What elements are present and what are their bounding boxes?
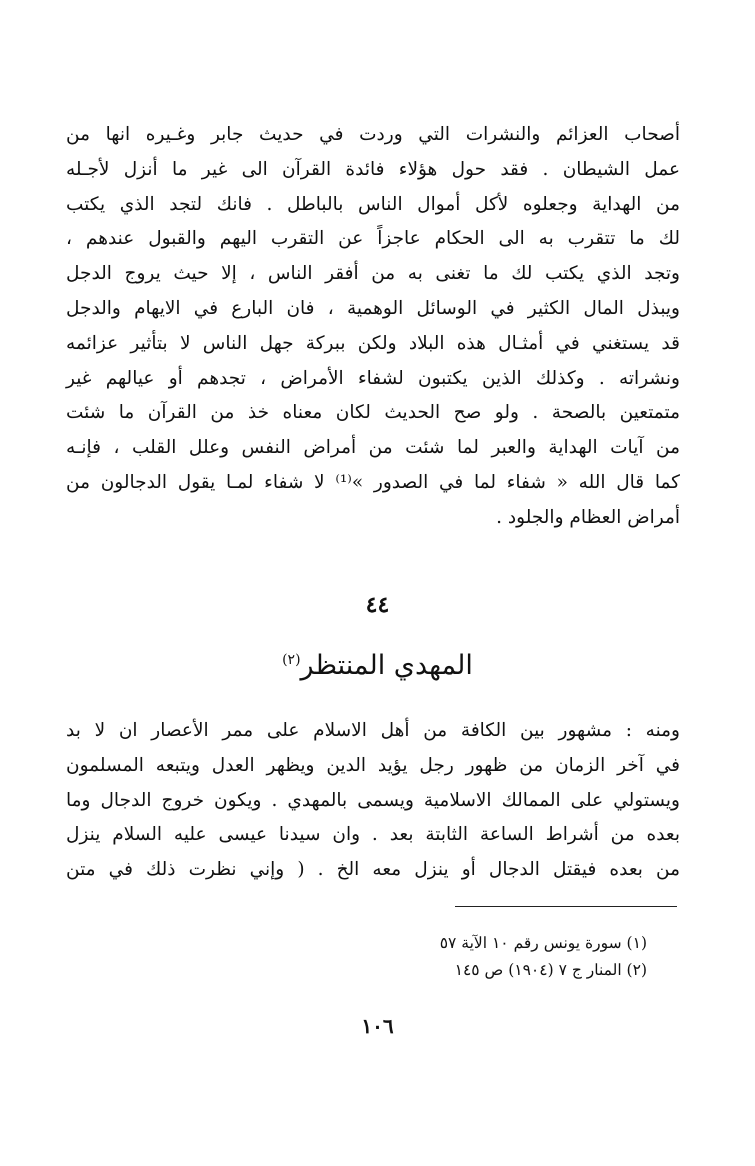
section-44-text — [66, 714, 680, 888]
text-line: قد يستغني في أمثـال هذه البلاد ولكن ببركة جهل الناس لا بتأثير عزائمه — [66, 332, 680, 354]
text-line: أمراض العظام والجلود . — [496, 506, 680, 528]
footnote: (٢) المنار ج ٧ (١٩٠٤) ص ١٤٥ — [454, 961, 647, 979]
footnotes — [440, 930, 647, 984]
section-title — [0, 650, 755, 681]
text-line: متمتعين بالصحة . ولو صح الحديث لكان معناه خذ من القرآن ما شئت — [66, 402, 680, 424]
footnote-divider — [455, 906, 677, 907]
text-line: ويستولي على الممالك الاسلامية ويسمى بالمهدي . ويكون خروج الدجال وما — [66, 789, 680, 811]
section-title-text: المهدي المنتظر — [300, 650, 473, 681]
text-line: من بعده فيقتل الدجال أو ينزل معه الخ . ( وإني نظرت ذلك في متن — [66, 859, 680, 881]
text-line: من آيات الهداية والعبر لما شئت من أمراض النفس وعلل القلب ، فإنـه — [66, 437, 680, 459]
section-number: ٤٤ — [365, 592, 390, 618]
text-line: ومنه : مشهور بين الكافة من أهل الاسلام على ممر الأعصار ان لا بد — [66, 720, 680, 741]
text-line: من الهداية وجعلوه لأكل أموال الناس بالباطل . فانك لتجد الذي يكتب — [66, 193, 680, 215]
text-line: في آخر الزمان من ظهور رجل يؤيد الدين ويظهر العدل ويتبعه المسلمون — [66, 754, 680, 776]
text-line: وتجد الذي يكتب لك ما تغنى به من أفقر الناس ، إلا حيث يروج الدجل — [66, 263, 680, 285]
text-line: لك ما تتقرب به الى الحكام عاجزاً عن التقرب اليهم والقبول عندهم ، — [66, 228, 680, 250]
text-line: عمل الشيطان . فقد حول هؤلاء فائدة القرآن الى غير ما أنزل لأجـله — [66, 158, 680, 180]
page-number: ١٠٦ — [361, 1014, 394, 1038]
title-footnote-marker: (٢) — [282, 652, 301, 668]
text-line: كما قال الله « شفاء لما في الصدور »⁽¹⁾ لا شفاء لمـا يقول الدجالون من — [66, 471, 680, 493]
text-line: ونشراته . وكذلك الذين يكتبون لشفاء الأمراض ، تجدهم أو عيالهم غير — [66, 367, 680, 389]
text-line: بعده من أشراط الساعة الثابتة بعد . وان سيدنا عيسى عليه السلام ينزل — [66, 824, 680, 846]
section-43-text — [66, 118, 680, 536]
footnote: (١) سورة يونس رقم ١٠ الآية ٥٧ — [439, 934, 647, 952]
text-line: أصحاب العزائم والنشرات التي وردت في حديث جابر وغـيره انها من — [66, 124, 680, 145]
text-line: ويبذل المال الكثير في الوسائل الوهمية ، فان البارع في الايهام والدجل — [66, 297, 680, 319]
